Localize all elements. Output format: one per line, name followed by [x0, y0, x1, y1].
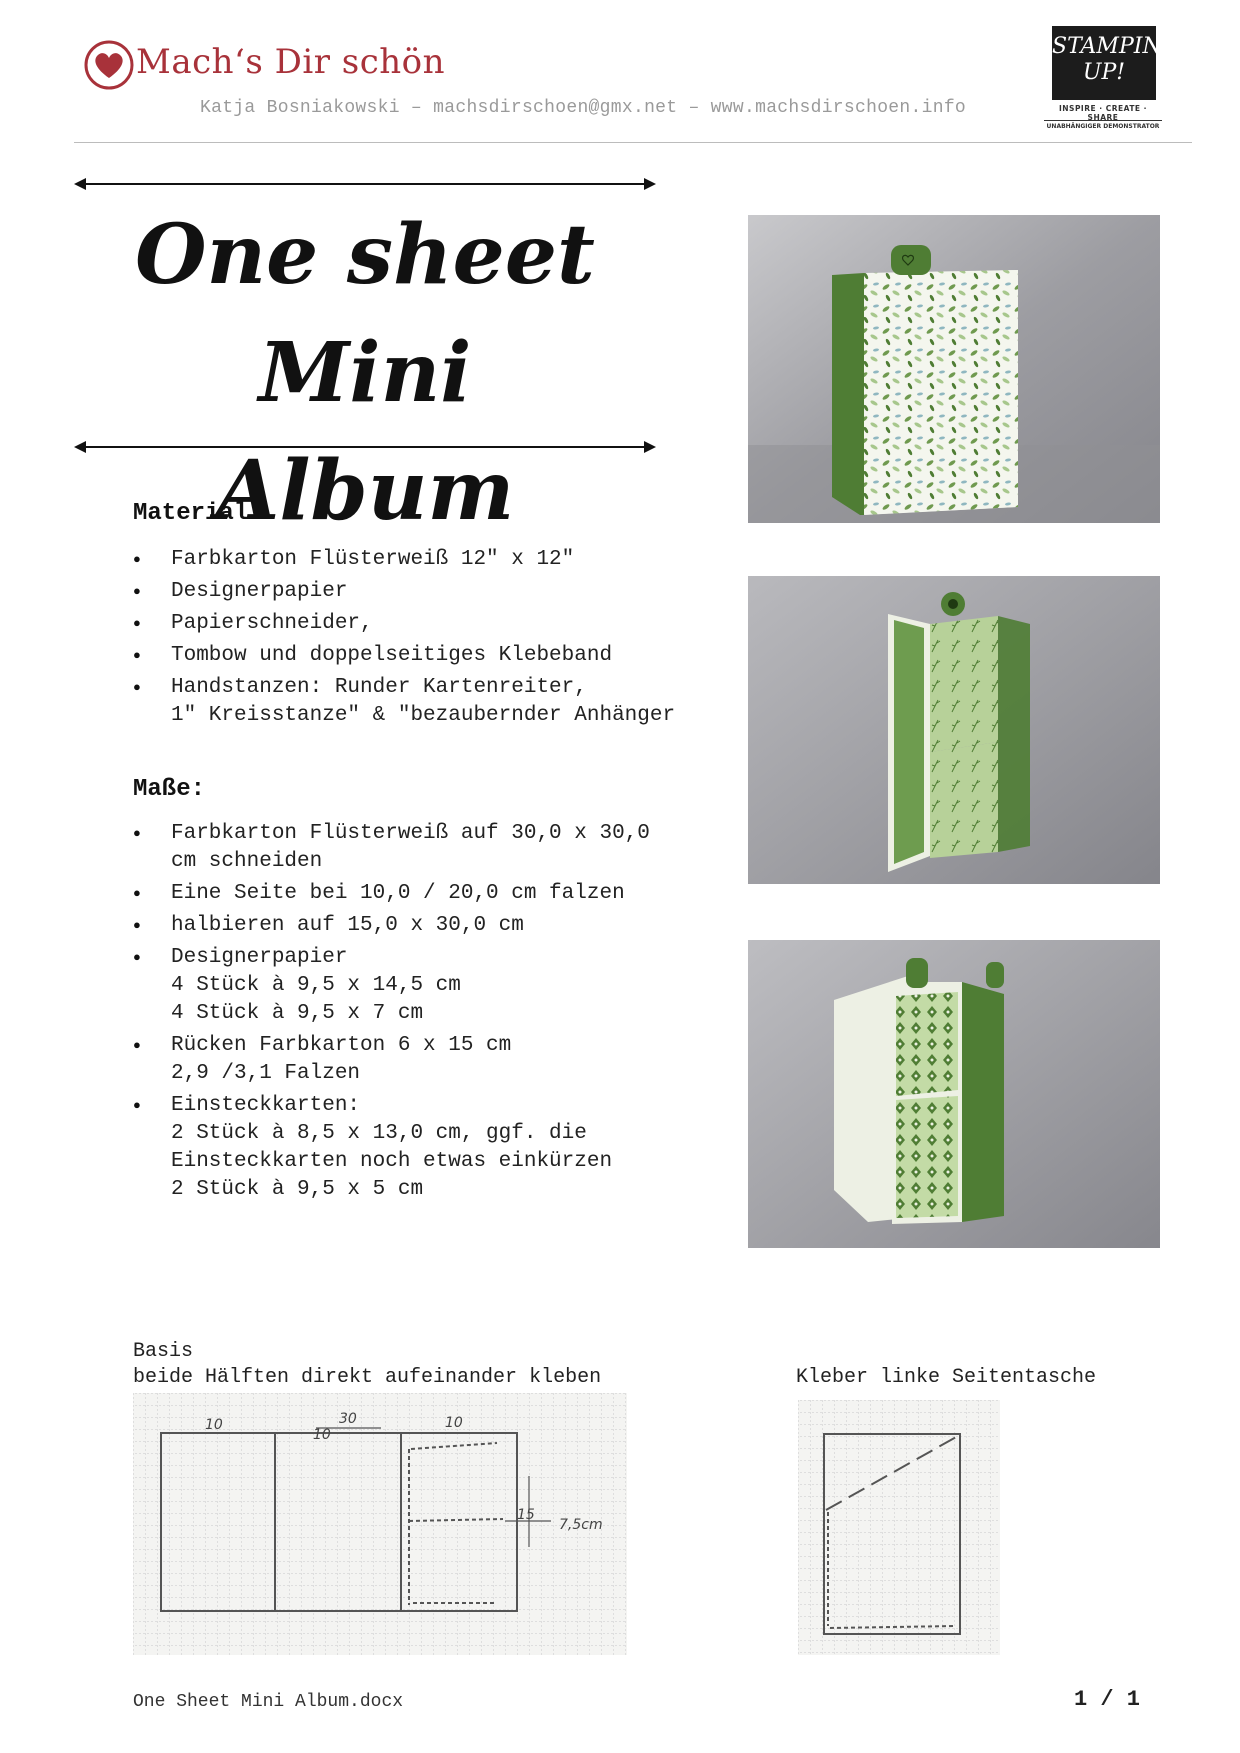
list-item: ● Papierschneider,	[133, 610, 675, 638]
partner-logo-tagline: INSPIRE · CREATE · SHARE	[1058, 104, 1148, 122]
header-divider	[74, 142, 1192, 143]
page-header	[0, 0, 1240, 150]
title-line-2: Album	[215, 443, 515, 539]
album-photo-closed	[748, 215, 1160, 523]
list-item: ● Rücken Farbkarton 6 x 15 cm 2,9 /3,1 Falzen	[133, 1032, 650, 1088]
partner-logo-subtext: UNABHÄNGIGER DEMONSTRATOR	[1044, 120, 1162, 130]
material-list	[133, 546, 675, 734]
dimension-label: 10	[205, 1417, 223, 1433]
dimension-label: 10	[313, 1427, 331, 1443]
list-item: ● Eine Seite bei 10,0 / 20,0 cm falzen	[133, 880, 650, 908]
page-number: 1 / 1	[1074, 1687, 1141, 1712]
dimension-label: 7,5cm	[559, 1517, 603, 1533]
dimension-label: 15	[517, 1507, 535, 1523]
brand-name: Mach‘s Dir schön	[136, 42, 446, 82]
partner-logo-text: STAMPIN' UP!	[1052, 34, 1168, 85]
album-photo-open	[748, 576, 1160, 884]
dimension-label: 10	[445, 1415, 463, 1431]
stampin-up-logo	[1044, 26, 1168, 134]
double-arrow-icon	[74, 176, 656, 192]
base-fold-sketch	[133, 1393, 627, 1655]
footer-filename: One Sheet Mini Album.docx	[133, 1692, 404, 1712]
basis-subcaption: beide Hälften direkt aufeinander kleben	[133, 1366, 602, 1389]
list-item: ● Farbkarton Flüsterweiß auf 30,0 x 30,0 cm schneiden	[133, 820, 650, 876]
list-item: ● Einsteckkarten: 2 Stück à 8,5 x 13,0 cm, ggf. die Einsteckkarten noch etwas einkürzen 2 Stück à 9,5 x 5 cm	[133, 1092, 650, 1204]
title-line-1: One sheet Mini	[135, 207, 595, 421]
album-photo-inside	[748, 940, 1160, 1248]
list-item: ● Designerpapier 4 Stück à 9,5 x 14,5 cm 4 Stück à 9,5 x 7 cm	[133, 944, 650, 1028]
pocket-glue-sketch	[798, 1400, 1000, 1655]
list-item: ● Handstanzen: Runder Kartenreiter, 1" Kreisstanze" & "bezaubernder Anhänger	[133, 674, 675, 730]
masse-heading: Maße:	[133, 776, 206, 803]
material-heading: Material	[133, 500, 249, 527]
dimension-label: 30	[339, 1411, 357, 1427]
double-arrow-icon	[74, 439, 656, 455]
masse-list	[133, 820, 650, 1208]
list-item: ● halbieren auf 15,0 x 30,0 cm	[133, 912, 650, 940]
pocket-caption: Kleber linke Seitentasche	[796, 1366, 1097, 1389]
contact-line: Katja Bosniakowski – machsdirschoen@gmx.net – www.machsdirschoen.info	[200, 98, 967, 118]
list-item: ● Farbkarton Flüsterweiß 12" x 12"	[133, 546, 675, 574]
list-item: ● Designerpapier	[133, 578, 675, 606]
page-title	[74, 196, 656, 550]
heart-logo-icon	[84, 40, 134, 90]
basis-caption: Basis	[133, 1340, 194, 1363]
list-item: ● Tombow und doppelseitiges Klebeband	[133, 642, 675, 670]
